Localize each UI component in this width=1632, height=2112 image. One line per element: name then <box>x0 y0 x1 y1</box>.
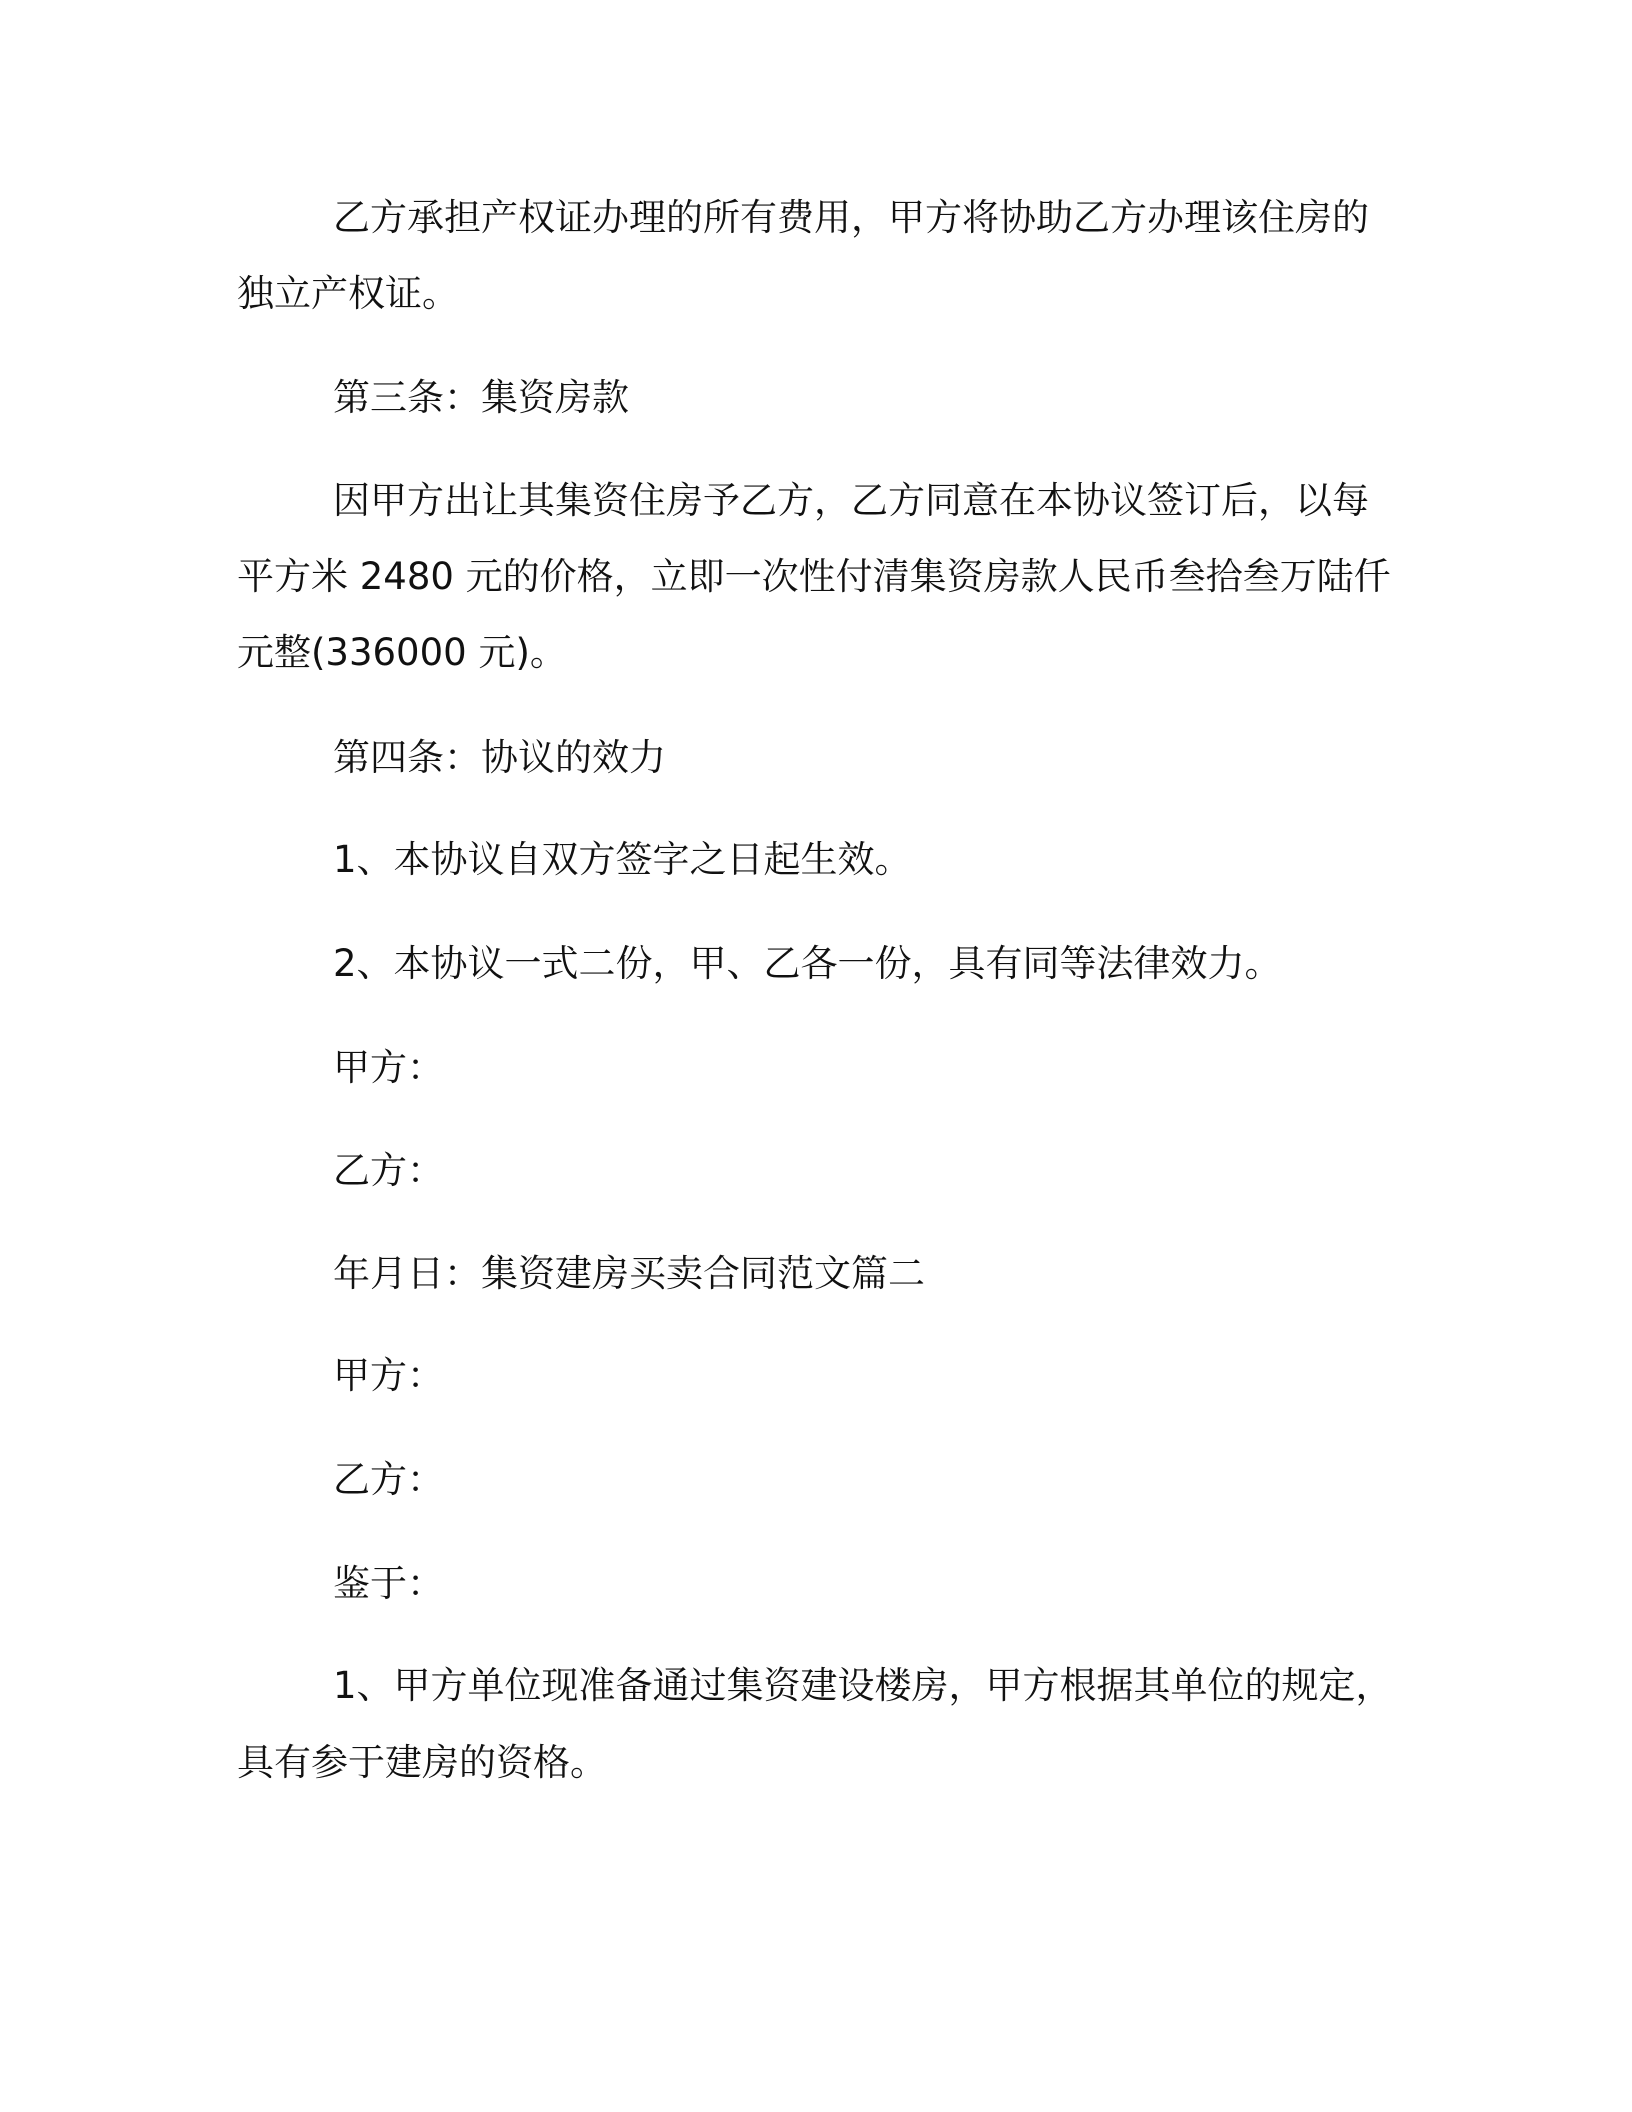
paragraph-line: 平方米 2480 元的价格，立即一次性付清集资房款人民币叁拾叁万陆仟 <box>237 555 1391 598</box>
party-a-label: 甲方： <box>333 1354 444 1397</box>
paragraph-line: 具有参于建房的资格。 <box>237 1741 607 1784</box>
date-and-title-line: 年月日：集资建房买卖合同范文篇二 <box>333 1252 925 1295</box>
paragraph-line: 乙方承担产权证办理的所有费用，甲方将协助乙方办理该住房的 <box>333 196 1369 239</box>
party-b-label: 乙方： <box>333 1149 444 1192</box>
article-heading: 第四条：协议的效力 <box>333 736 666 779</box>
article-heading: 第三条：集资房款 <box>333 376 629 419</box>
paragraph-line: 因甲方出让其集资住房予乙方，乙方同意在本协议签订后，以每 <box>333 479 1369 522</box>
paragraph-line: 独立产权证。 <box>237 272 459 315</box>
party-a-label: 甲方： <box>333 1046 444 1089</box>
list-item: 1、本协议自双方签字之日起生效。 <box>333 838 912 881</box>
party-b-label: 乙方： <box>333 1458 444 1501</box>
paragraph-line: 1、甲方单位现准备通过集资建设楼房，甲方根据其单位的规定， <box>333 1664 1393 1707</box>
list-item: 2、本协议一式二份，甲、乙各一份，具有同等法律效力。 <box>333 942 1282 985</box>
paragraph-line: 元整(336000 元)。 <box>237 631 567 674</box>
whereas-label: 鉴于： <box>333 1562 444 1605</box>
